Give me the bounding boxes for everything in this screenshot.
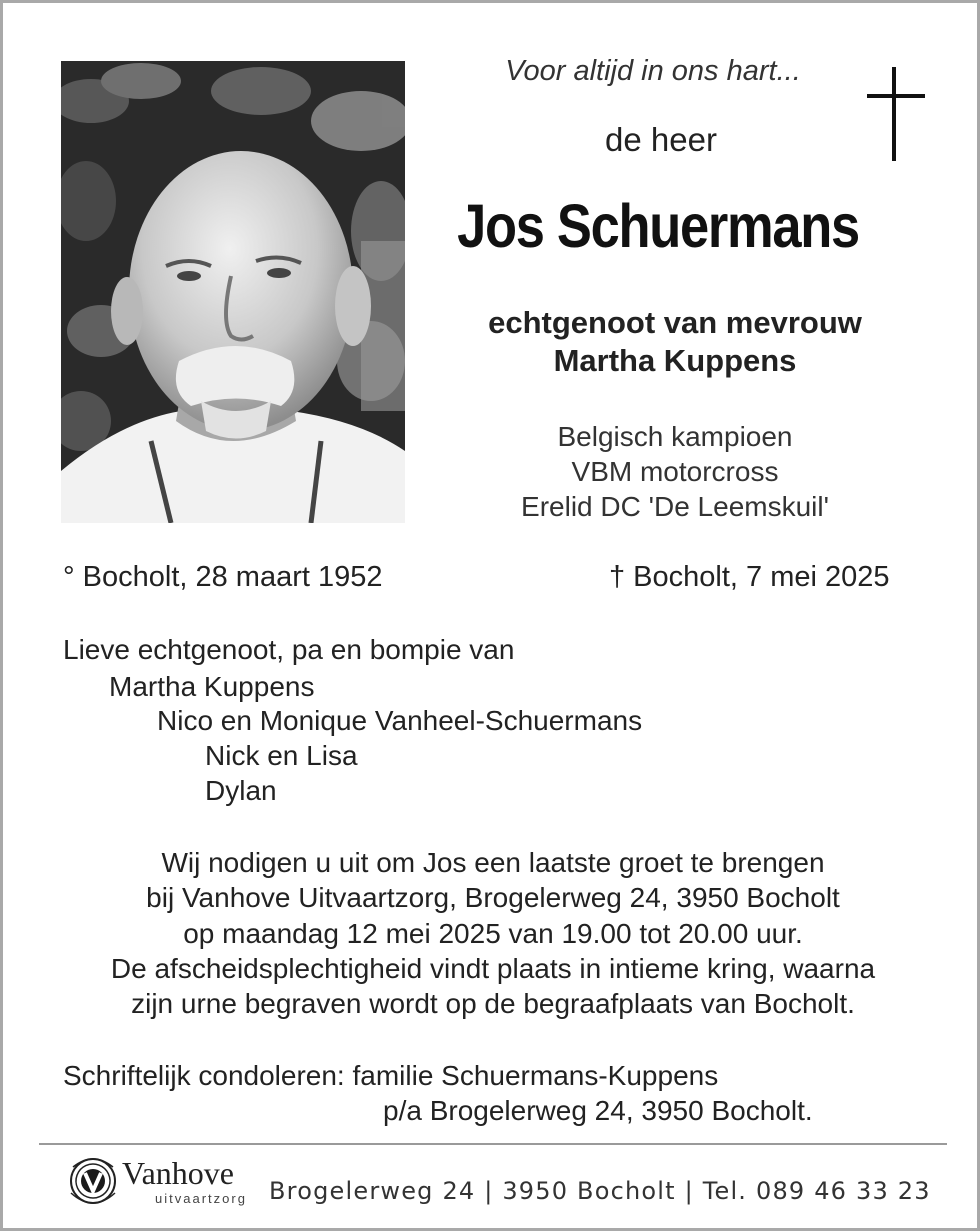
family-member: Nick en Lisa	[205, 740, 358, 771]
bio-line: Belgisch kampioen	[557, 421, 793, 452]
family-member: Dylan	[205, 775, 277, 806]
footer-address: Brogelerweg 24 | 3950 Bocholt | Tel. 089 46 33 23	[269, 1177, 931, 1205]
bio-line: Erelid DC 'De Leemskuil'	[521, 491, 829, 522]
invitation-line: De afscheidsplechtigheid vindt plaats in intieme kring, waarna	[110, 953, 876, 984]
spouse-line-2: Martha Kuppens	[553, 343, 797, 378]
footer-divider	[39, 1143, 947, 1145]
vanhove-emblem-icon	[65, 1153, 121, 1209]
portrait-illustration	[61, 61, 405, 523]
portrait-photo	[61, 61, 405, 523]
honorific-title: de heer	[605, 121, 717, 158]
family-intro: Lieve echtgenoot, pa en bompie van	[63, 634, 515, 665]
condolences-line-2: p/a Brogelerweg 24, 3950 Bocholt.	[383, 1095, 813, 1126]
invitation-line: Wij nodigen u uit om Jos een laatste groet te brengen	[161, 847, 825, 878]
logo-subtitle: uitvaartzorg	[155, 1191, 247, 1206]
family-member: Nico en Monique Vanheel-Schuermans	[157, 705, 643, 736]
funeral-home-logo	[65, 1153, 265, 1213]
death-date: † Bocholt, 7 mei 2025	[609, 561, 890, 593]
motto: Voor altijd in ons hart...	[505, 55, 801, 87]
invitation-line: op maandag 12 mei 2025 van 19.00 tot 20.00 uur.	[183, 918, 803, 949]
invitation-line: bij Vanhove Uitvaartzorg, Brogelerweg 24, 3950 Bocholt	[146, 882, 840, 913]
birth-date: ° Bocholt, 28 maart 1952	[63, 561, 383, 593]
invitation-line: zijn urne begraven wordt op de begraafplaats van Bocholt.	[131, 988, 855, 1019]
deceased-name: Jos Schuermans	[457, 192, 859, 260]
logo-name: Vanhove	[122, 1155, 234, 1191]
spouse-line-1: echtgenoot van mevrouw	[488, 305, 862, 340]
condolences-line-1: Schriftelijk condoleren: familie Schuermans-Kuppens	[63, 1060, 719, 1091]
bio-line: VBM motorcross	[571, 456, 779, 487]
family-member: Martha Kuppens	[109, 671, 315, 702]
